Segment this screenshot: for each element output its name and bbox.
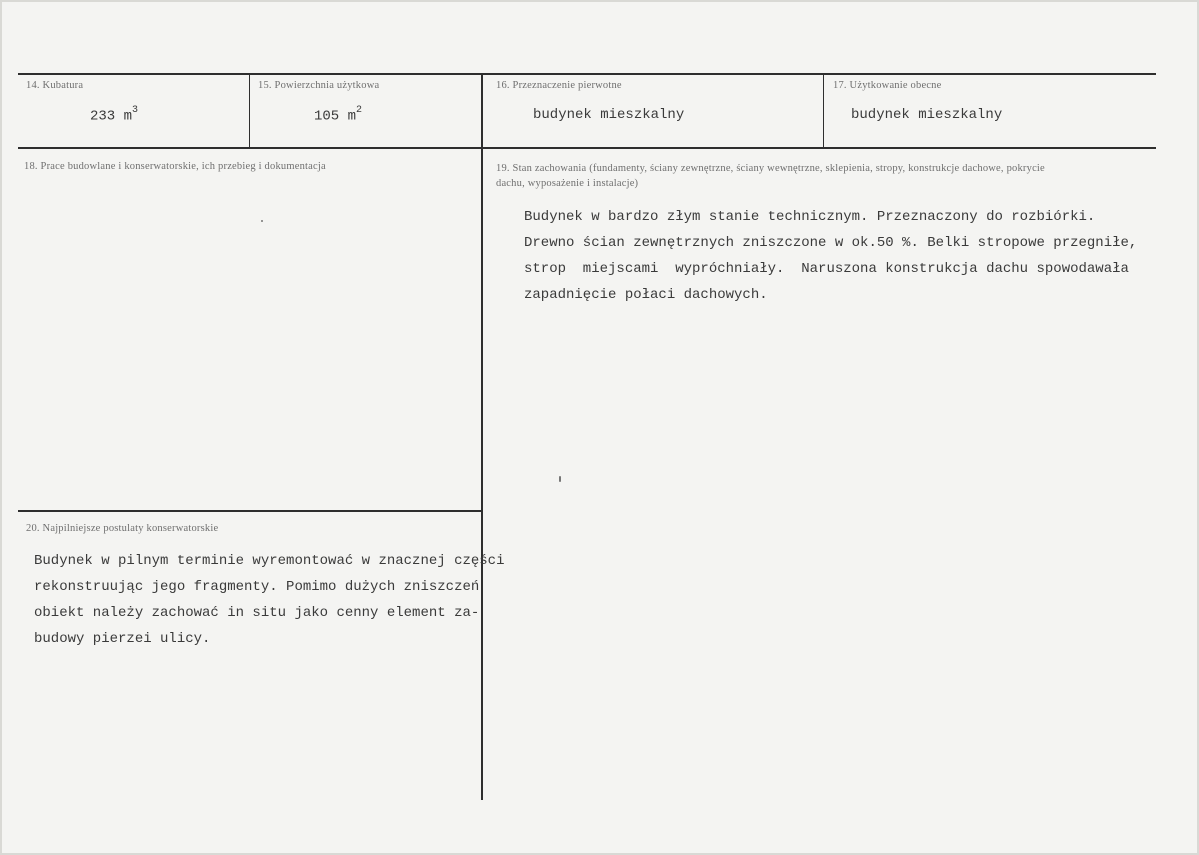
field-19-text [524, 204, 1137, 308]
header-bottom-rule [18, 147, 1156, 149]
field-14-value-text: 233 m [90, 108, 133, 125]
field-20-line: rekonstruując jego fragmenty. Pomimo dużych zniszczeń [34, 579, 480, 595]
paper-speck [559, 476, 561, 482]
field-15-value-text: 105 m [314, 108, 357, 125]
field-14-value [90, 107, 138, 125]
field-20-line: budowy pierzei ulicy. [34, 631, 211, 647]
field-20-line: obiekt należy zachować in situ jako cenny element za- [34, 605, 480, 621]
field-15-unit-exponent: 2 [356, 105, 363, 116]
field-17-value: budynek mieszkalny [851, 107, 1003, 123]
field-19-line: strop miejscami wypróchniały. Naruszona konstrukcja dachu spowodawała [524, 261, 1129, 277]
field-15-value [314, 107, 362, 125]
field-18-label: 18. Prace budowlane i konserwatorskie, ich przebieg i dokumentacja [24, 161, 326, 172]
field-17-label: 17. Użytkowanie obecne [833, 80, 942, 91]
section-20-rule [18, 510, 482, 512]
field-20-text [34, 548, 504, 652]
field-14-unit-exponent: 3 [132, 105, 139, 116]
field-19-line: Budynek w bardzo złym stanie technicznym. Przeznaczony do rozbiórki. [524, 209, 1096, 225]
field-20-line: Budynek w pilnym terminie wyremontować w znacznej części [34, 553, 505, 569]
paper-speck [261, 220, 263, 222]
divider-14-15 [249, 75, 250, 147]
field-16-label: 16. Przeznaczenie pierwotne [496, 80, 622, 91]
divider-16-17 [823, 75, 824, 147]
field-16-value: budynek mieszkalny [533, 107, 685, 123]
field-14-label: 14. Kubatura [26, 80, 84, 91]
field-19-label: 19. Stan zachowania (fundamenty, ściany zewnętrzne, ściany wewnętrzne, sklepienia, stropy, konstrukcje dachowe, pokrycie dachu, wyposażenie i instalacje) [496, 163, 1045, 189]
main-divider [481, 75, 483, 800]
top-rule [18, 73, 1156, 75]
field-19-line: zapadnięcie połaci dachowych. [524, 287, 768, 303]
field-15-label: 15. Powierzchnia użytkowa [258, 80, 380, 91]
field-20-label: 20. Najpilniejsze postulaty konserwatorskie [26, 523, 219, 534]
field-19-line: Drewno ścian zewnętrznych zniszczone w ok.50 %. Belki stropowe przegniłe, [524, 235, 1138, 251]
